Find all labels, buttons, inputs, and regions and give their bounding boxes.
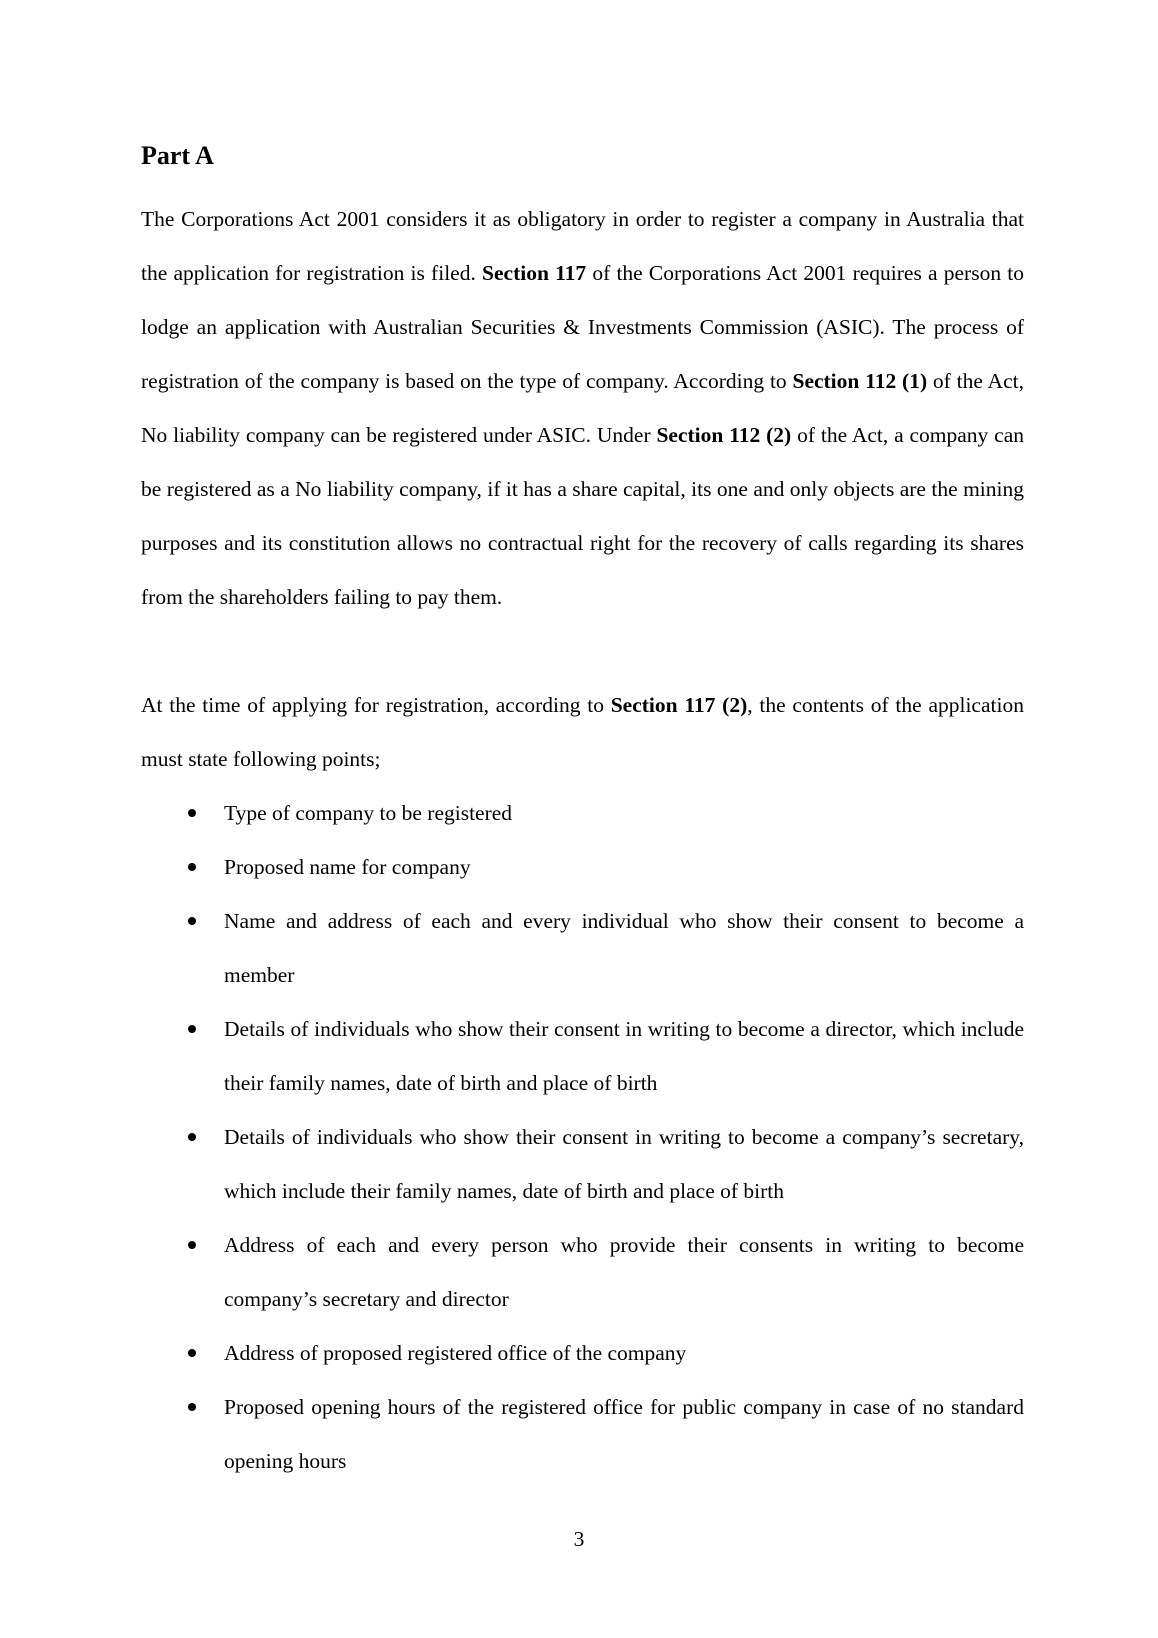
- section-112-2-reference: Section 112 (2): [656, 423, 792, 447]
- list-item: [141, 1326, 1024, 1380]
- list-item: [141, 1002, 1024, 1110]
- list-item-text: Details of individuals who show their consent in writing to become a director, which include their family names, date of birth and place of birth: [224, 1017, 1024, 1095]
- application-points-list: [141, 786, 1024, 1488]
- p1-text-3: of the Act, No liability company can be registered under ASIC. Under: [141, 369, 1024, 447]
- list-item: [141, 1110, 1024, 1218]
- paragraph-registration-requirements: [141, 192, 1024, 624]
- bullet-icon: [188, 1133, 196, 1141]
- list-item-text: Details of individuals who show their consent in writing to become a company’s secretary, which include their family names, date of birth and place of birth: [224, 1125, 1024, 1203]
- bullet-icon: [188, 1349, 196, 1357]
- section-heading: Part A: [141, 141, 214, 170]
- page-number: 3: [573, 1527, 585, 1551]
- list-item-text: Type of company to be registered: [224, 801, 513, 825]
- bullet-icon: [188, 1403, 196, 1411]
- bullet-icon: [188, 1241, 196, 1249]
- section-112-1-reference: Section 112 (1): [792, 369, 928, 393]
- list-item-text: Address of each and every person who provide their consents in writing to become company’s secretary and director: [224, 1233, 1024, 1311]
- list-item-text: Proposed name for company: [224, 855, 471, 879]
- list-item: [141, 1380, 1024, 1488]
- p2-text-2: , the contents of the application must state following points;: [141, 693, 1024, 771]
- paragraph-application-contents: [141, 678, 1024, 786]
- list-item: [141, 1218, 1024, 1326]
- p1-text-2: of the Corporations Act 2001 requires a person to lodge an application with Australian Securities & Investments Commission (ASIC). The process of registration of the company is based on the type of company. According to: [141, 261, 1024, 393]
- bullet-icon: [188, 917, 196, 925]
- section-117-2-reference: Section 117 (2): [610, 693, 748, 717]
- list-item-text: Address of proposed registered office of the company: [224, 1341, 687, 1365]
- bullet-icon: [188, 863, 196, 871]
- list-item-text: Proposed opening hours of the registered office for public company in case of no standard opening hours: [224, 1395, 1024, 1473]
- list-item: [141, 786, 1024, 840]
- list-item: [141, 840, 1024, 894]
- bullet-icon: [188, 1025, 196, 1033]
- p2-text-1: At the time of applying for registration, according to: [141, 693, 611, 717]
- section-117-reference: Section 117: [482, 261, 587, 285]
- bullet-icon: [188, 809, 196, 817]
- p1-text-1: The Corporations Act 2001 considers it as obligatory in order to register a company in Australia that the application for registration is filed.: [141, 207, 1024, 285]
- p1-text-4: of the Act, a company can be registered as a No liability company, if it has a share capital, its one and only objects are the mining purposes and its constitution allows no contractual right for the recovery of calls regarding its shares from the shareholders failing to pay them.: [141, 423, 1024, 609]
- list-item-text: Name and address of each and every individual who show their consent to become a member: [224, 909, 1024, 987]
- list-item: [141, 894, 1024, 1002]
